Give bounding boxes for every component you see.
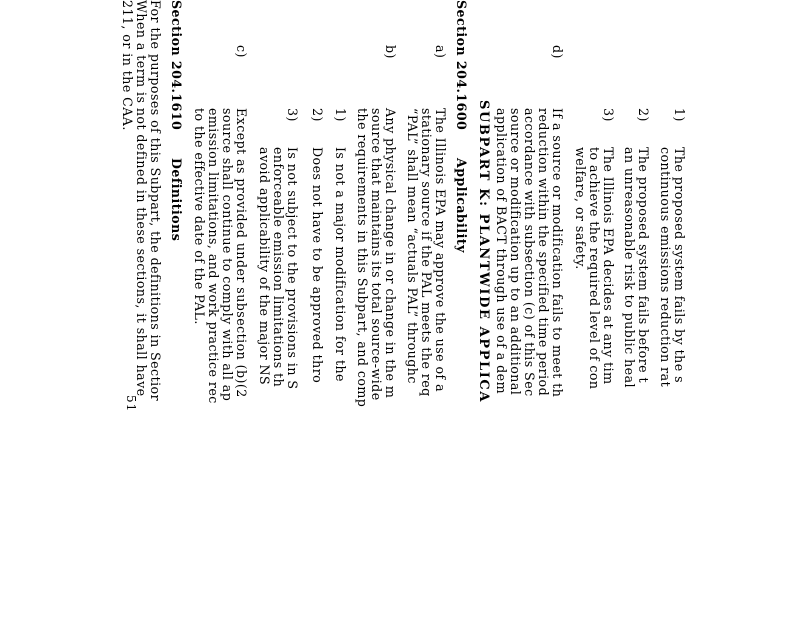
item-b1-line-1: Is not a major modification for the [333,147,348,382]
item-b-line-2: source that maintains its total source-wide [369,108,384,401]
section-1610-line-2: When a term is not defined in these sections, it shall have [134,0,149,397]
section-1600-title: Applicability [454,158,469,253]
item-3-line-2: to achieve the required level of con [587,147,602,390]
item-b2-line-1: Does not have to be approved thro [310,147,325,384]
section-1610-line-3: 211, or in the CAA. [120,0,135,131]
item-1-line-1: The proposed system fails by the s [672,147,687,384]
section-1600-number: Section 204.1600 [454,0,469,131]
item-d-line-3: accordance with subsection (c) of this Sec [522,108,537,397]
item-c-line-1: Except as provided under subsection (b)(2 [234,108,249,398]
item-b3-line-3: avoid applicability of the major NS [257,147,272,386]
item-3-marker: 3) [601,108,616,122]
item-b-line-3: the requirements in this Subpart, and comp [355,108,370,408]
item-c-marker: c) [234,45,249,58]
item-2-line-1: The proposed system fails before t [636,147,651,384]
item-b3-line-2: enforceable emission limitations th [271,147,286,388]
item-c-line-4: to the effective date of the PAL. [192,108,207,325]
item-2-line-2: an unreasonable risk to public heal [622,147,637,389]
item-3-line-1: The Illinois EPA decides at any tim [601,147,616,385]
rotated-document-page [100,0,800,618]
item-1-marker: 1) [672,108,687,122]
item-2-marker: 2) [636,108,651,122]
page-number: 51 [124,395,138,413]
item-d-marker: d) [550,45,565,59]
item-a-line-2: stationary source if the PAL meets the req [419,108,434,397]
item-b1-marker: 1) [333,108,348,122]
item-c-line-2: source shall continue to comply with all ap [220,108,235,402]
item-d-line-5: application of BACT through use of a dem [494,108,509,394]
subpart-heading: SUBPART K: PLANTWIDE APPLICA [476,100,491,404]
item-a-line-1: The Illinois EPA may approve the use of a [433,108,448,393]
section-1610-title: Definitions [169,158,184,242]
item-a-line-3: “PAL” shall mean “actuals PAL” throughc [405,108,420,384]
section-1610-line-1: For the purposes of this Subpart, the definitions in Sectior [148,0,163,402]
item-c-line-3: emission limitations, and work practice rec [206,108,221,404]
item-b-marker: b) [383,45,398,59]
item-b-line-1: Any physical change in or change in the m [383,108,398,399]
item-1-line-2: continuous emissions reduction rat [658,147,673,388]
item-3-line-3: welfare, or safety. [573,147,588,270]
section-1610-number: Section 204.1610 [169,0,184,131]
item-b3-marker: 3) [285,108,300,122]
item-d-line-1: If a source or modification fails to meet th [550,108,565,398]
item-d-line-4: source or modification up to an additional [508,108,523,396]
item-b2-marker: 2) [310,108,325,122]
item-b3-line-1: Is not subject to the provisions in S [285,147,300,390]
item-d-line-2: reduction within the specified time period [536,108,551,397]
item-a-marker: a) [433,45,448,59]
